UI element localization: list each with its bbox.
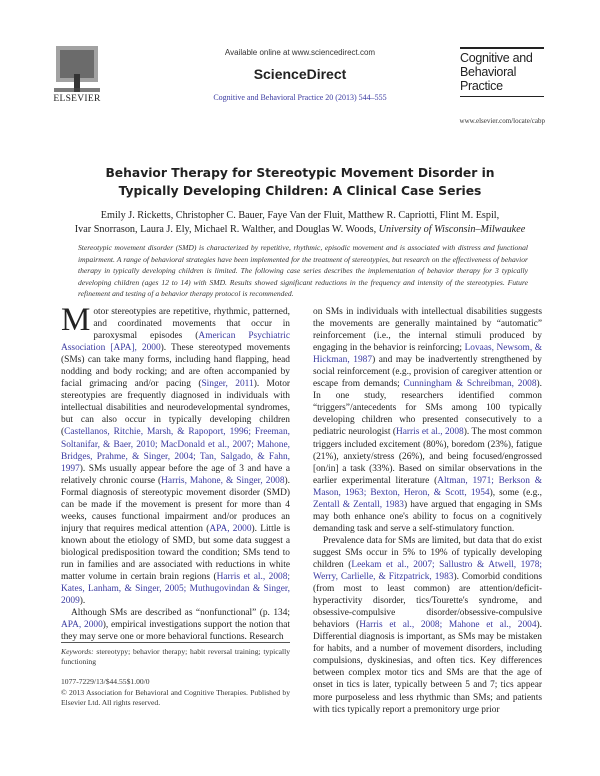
journal-logo-line: Cognitive and: [460, 51, 533, 65]
body-text: ). The most common triggers included excitement (80%), boredom (23%), fatigue (21%), anxiety/stress (26%), and being focused/engrossed [on/in] a task (33%). Based on similar observations in the earlier experimental literature (: [313, 427, 542, 486]
citation-link[interactable]: Leekam et al., 2007; Sallustro & Atwell, 1978; Werry, Carlielle, & Fitzpatrick, 1983: [313, 559, 542, 583]
body-text: ). Little is known about the etiology of SMD, but some data suggest a biological predisposition toward the condition; SMs tend to run in families and are associated with reductions in white matter volume in certain brain regions (: [61, 523, 290, 583]
citation-link[interactable]: Cunningham & Schreibman, 2008: [403, 379, 537, 390]
body-text: ). SMs usually appear before the age of 3 and have a relatively chronic course (: [61, 463, 290, 486]
footnote-divider: [61, 642, 290, 643]
citation-link[interactable]: Lovaas, Newsom, & Hickman, 1987: [313, 343, 542, 366]
citation-link[interactable]: Harris et al., 2008; Mahone et al., 2004: [359, 620, 537, 631]
body-text: ). In one study, researchers identified common “triggers”/antecedents for SMs among 100 typically developing children who presented consecutively to a pediatric neurologist (: [313, 379, 542, 438]
citation-link[interactable]: APA, 2000: [61, 620, 103, 631]
available-online-text[interactable]: Available online at www.sciencedirect.com: [224, 48, 376, 57]
citation-link[interactable]: Castellanos, Ritchie, Marsh, & Rapoport, 1996; Freeman, Soltanifar, & Baer, 2010; MacDonald et al., 2007; Mahone, Bridges, Prahme, & Singer, 2004; Tan, Salgado, & Fahn, 1997: [61, 427, 290, 474]
body-text: ). Formal diagnosis of stereotypic movement disorder (SMD) can be made if the movement is present for more than 4 weeks, causes functional impairment and/or produces an injury that requires medical attention (: [61, 475, 290, 534]
citation-link[interactable]: American Psychiatric Association [APA], 2000: [61, 331, 290, 354]
body-text: on SMs in individuals with intellectual disabilities suggests the movements are generally maintained by “automatic” reinforcement (i.e., the internal stimuli produced by engaging in the behavior is reinforcing;: [313, 307, 542, 354]
issn-copyright: [61, 677, 290, 709]
body-paragraph: [61, 302, 290, 607]
body-text: ) have argued that engaging in SMs may both enhance one's ability to focus on a cognitively demanding task and serve a self-stimulatory function.: [313, 499, 542, 534]
sciencedirect-logo: ScienceDirect: [253, 66, 347, 82]
journal-logo-line: Practice: [460, 79, 503, 93]
citation-link[interactable]: Harris et al., 2008: [396, 427, 464, 438]
citation-link[interactable]: Singer, 2011: [201, 379, 254, 390]
authors-line: Emily J. Ricketts, Christopher C. Bauer, Faye Van der Fluit, Matthew R. Capriotti, Flint M. Espil,: [100, 210, 500, 221]
publisher-name: ELSEVIER: [53, 94, 101, 104]
author-list: [40, 209, 560, 237]
authors-line: Ivar Snorrason, Laura J. Ely, Michael R. Walther, and Douglas W. Woods,: [74, 224, 379, 235]
copyright: © 2013 Association for Behavioral and Cognitive Therapies. Published by Elsevier Ltd. All rights reserved.: [61, 687, 290, 707]
body-text: ). Comorbid conditions (from most to least common) are attention/deficit-hyperactivity disorder, tics/Tourette's syndrome, and obsessive-compulsive disorder/obsessive-compulsive behaviors (: [313, 572, 542, 631]
body-text: ), empirical investigations support the notion that they may serve one or more behavioral functions. Research: [61, 620, 290, 643]
body-paragraph: [61, 607, 290, 643]
body-text: otor stereotypies are repetitive, rhythmic, patterned, and coordinated movements that occur in paroxysmal episodes (: [93, 307, 290, 342]
keywords-label: Keywords:: [61, 647, 94, 656]
citation-link[interactable]: Altman, 1971; Berkson & Mason, 1963; Bexton, Heron, & Scott, 1954: [313, 475, 542, 498]
body-text: ). Motor stereotypies are frequently diagnosed in individuals with intellectual disabilities and neurodevelopmental syndromes, but can also occur in typically developing children (: [61, 379, 290, 438]
keywords-text: stereotypy; behavior therapy; habit reversal training; typically functioning: [61, 647, 290, 666]
body-text: Although SMs are described as “nonfunctional” (p. 134;: [71, 608, 290, 619]
body-text: ).: [79, 596, 86, 607]
citation-link[interactable]: Harris, Mahone, & Singer, 2008: [161, 475, 285, 486]
affiliation: University of Wisconsin–Milwaukee: [378, 224, 526, 235]
citation-link[interactable]: Zentall & Zentall, 1983: [313, 499, 404, 510]
keywords: [61, 647, 290, 667]
citation-link[interactable]: APA, 2000: [209, 523, 252, 534]
body-column-left: [61, 302, 290, 643]
title-line: Typically Developing Children: A Clinical Case Series: [118, 184, 482, 198]
body-text: ). Differential diagnosis is important, as SMs may be mistaken for habits, and a number of movement disorders, including compulsions, dyskinesias, and often tics. Key differences between complex motor tics and SMs are that the age of onset in tics is later, typically between 5 and 7; tics appear more purposeless and less rhythmic than SMs; and patients with tics typically report a premonitory urge prior: [313, 620, 542, 715]
body-text: ), some (e.g.,: [489, 487, 542, 498]
drop-cap: M: [61, 302, 91, 338]
body-paragraph: [313, 535, 542, 716]
body-paragraph: [313, 306, 542, 535]
journal-logo-line: Behavioral: [460, 65, 517, 79]
authors-line2: [40, 223, 560, 237]
body-column-right: [313, 306, 542, 716]
article-title: [60, 164, 540, 200]
title-line: Behavior Therapy for Stereotypic Movement Disorder in: [105, 166, 495, 180]
issn: 1077-7229/13/$44.55$1.00/0: [61, 677, 150, 686]
journal-url[interactable]: www.elsevier.com/locate/cabp: [459, 117, 545, 125]
body-text: ) and may be inadvertently strengthened by social reinforcement (e.g., provision of caregiver attention or escape from demands;: [313, 355, 542, 390]
body-text: ). These stereotyped movements (SMs) can take many forms, including hand flapping, head nodding and body rocking; and are often accompanied by facial grimacing and/or pacing (: [61, 343, 290, 390]
body-text: Prevalence data for SMs are limited, but data that do exist suggest SMs occur in 5% to 19% of typically developing children (: [313, 535, 542, 570]
journal-reference[interactable]: Cognitive and Behavioral Practice 20 (2013) 544–555: [213, 93, 387, 102]
abstract: Stereotypic movement disorder (SMD) is characterized by repetitive, rhythmic, episodic movement and is associated with distress and functional impairment. A range of behavioral strategies have been implemented for the treatment of stereotypies, but research on the effectiveness of behavior therapy in typically developing children is limited. The following case series describes the implementation of behavior therapy for 3 typically developing children (ages 12 to 14) with SMD. Results showed significant reductions in the frequency and intensity of the stereotypies. Future refinement and testing of a behavior therapy protocol is recommended.: [78, 243, 528, 299]
citation-link[interactable]: Harris et al., 2008; Kates, Lanham, & Singer, 2005; Muthugovindan & Singer, 2009: [61, 572, 290, 607]
journal-logo: [460, 47, 544, 97]
